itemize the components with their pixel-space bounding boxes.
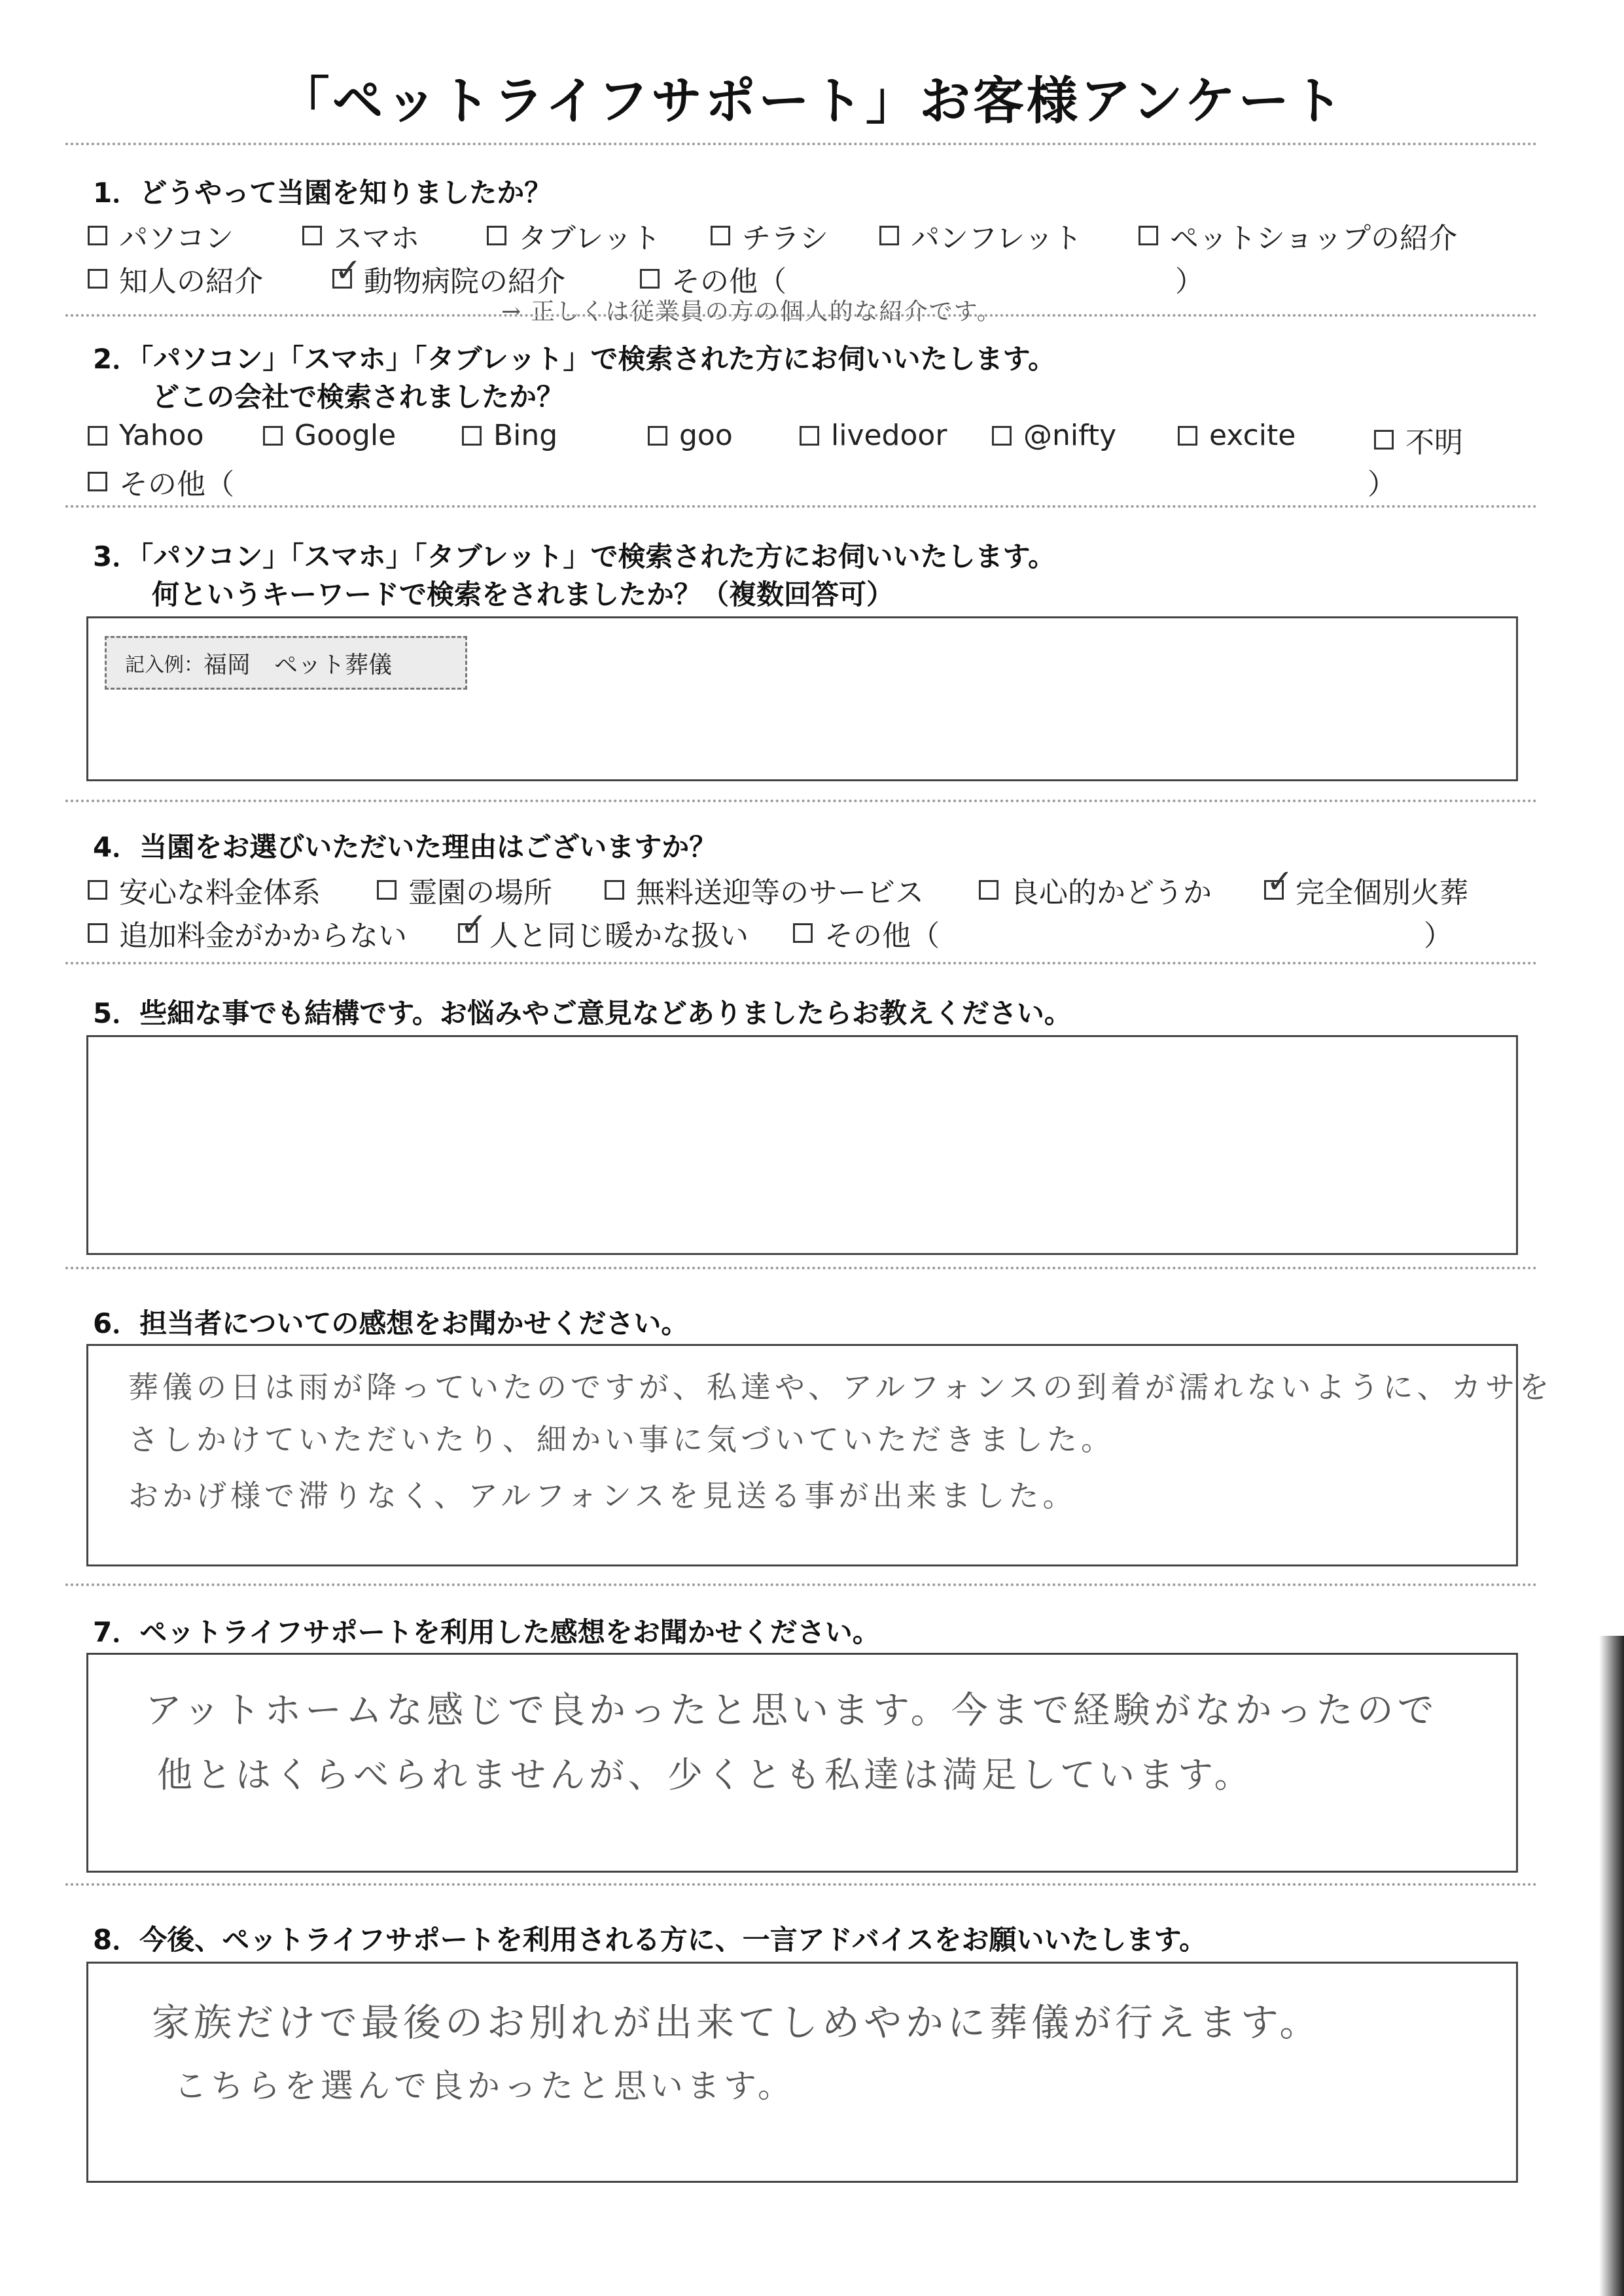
divider <box>65 314 1538 317</box>
divider <box>65 1583 1538 1586</box>
q1-option-friend[interactable]: 知人の紹介 <box>88 258 263 300</box>
checkbox[interactable] <box>302 226 322 245</box>
checkbox[interactable] <box>88 426 107 446</box>
q4-other-close: ） <box>1424 919 1453 953</box>
checkbox[interactable] <box>1178 426 1197 446</box>
q2-option-bing[interactable]: Bing <box>462 419 557 452</box>
q1-option-tablet[interactable]: タブレット <box>487 215 661 256</box>
divider <box>65 505 1538 508</box>
q2-option-goo[interactable]: goo <box>648 419 733 452</box>
q4-title: 4．当園をお選びいただいた理由はございますか？ <box>93 831 717 863</box>
q2-subtitle: どこの会社で検索されましたか？ <box>152 381 565 413</box>
q6-answer-line-2: さしかけていただいたり、細かい事に気づいていただきました。 <box>128 1422 1115 1457</box>
checkbox[interactable] <box>979 880 998 900</box>
q4-option-location[interactable]: 霊園の場所 <box>377 869 552 911</box>
q7-title: 7．ペットライフサポートを利用した感想をお聞かせください。 <box>93 1616 880 1648</box>
q1-title: 1．どうやって当園を知りましたか？ <box>93 177 552 209</box>
checkbox-checked[interactable] <box>1264 862 1294 900</box>
checkbox[interactable] <box>1374 430 1394 450</box>
q1-option-pc[interactable]: パソコン <box>88 215 234 256</box>
checkbox[interactable] <box>879 226 899 245</box>
divider <box>65 962 1538 964</box>
q2-option-unknown[interactable]: 不明 <box>1374 419 1463 461</box>
q1-handwritten-note: → 正しくは従業員の方の個人的な紹介です。 <box>501 298 1002 325</box>
q4-option-individual-cremation[interactable]: ✓ 完全個別火葬 <box>1264 869 1468 911</box>
divider <box>65 800 1538 802</box>
check-mark-icon: ✓ <box>334 251 362 289</box>
q4-option-price[interactable]: 安心な料金体系 <box>88 869 321 911</box>
checkbox[interactable] <box>462 426 482 446</box>
q4-option-pickup[interactable]: 無料送迎等のサービス <box>605 869 924 911</box>
checkbox[interactable] <box>88 226 107 245</box>
checkbox[interactable] <box>88 269 107 289</box>
check-mark-icon: ✓ <box>1266 862 1294 900</box>
q3-subtitle: 何というキーワードで検索をされましたか？（複数回答可） <box>152 578 894 610</box>
checkbox[interactable] <box>648 426 667 446</box>
q1-option-flyer[interactable]: チラシ <box>711 215 828 256</box>
scan-edge-shadow <box>1599 1636 1624 2296</box>
q8-title: 8．今後、ペットライフサポートを利用される方に、一言アドバイスをお願いいたします。 <box>93 1924 1207 1956</box>
q3-example: 記入例： 福岡 ペット葬儀 <box>105 636 467 690</box>
q2-other-close: ） <box>1368 468 1396 501</box>
q2-option-other[interactable]: その他（ <box>88 461 234 503</box>
checkbox[interactable] <box>793 923 813 943</box>
check-mark-icon: ✓ <box>460 906 487 944</box>
q6-answer-line-1: 葬儀の日は雨が降っていたのですが、私達や、アルフォンスの到着が濡れないように、カサを <box>128 1369 1553 1405</box>
checkbox[interactable] <box>377 880 397 900</box>
q2-option-yahoo[interactable]: Yahoo <box>88 419 204 452</box>
q1-option-petshop[interactable]: ペットショップの紹介 <box>1139 215 1457 256</box>
q8-answer-line-1: 家族だけで最後のお別れが出来てしめやかに葬儀が行えます。 <box>152 2000 1322 2045</box>
q1-option-vet[interactable]: ✓ 動物病院の紹介 <box>332 258 565 300</box>
q4-option-conscientious[interactable]: 良心的かどうか <box>979 869 1212 911</box>
checkbox[interactable] <box>487 226 506 245</box>
q6-answer-line-3: おかげ様で滞りなく、アルフォンスを見送る事が出来ました。 <box>128 1478 1077 1513</box>
q2-option-nifty[interactable]: @nifty <box>992 419 1116 452</box>
checkbox[interactable] <box>88 880 107 900</box>
divider <box>65 143 1538 145</box>
checkbox[interactable] <box>800 426 819 446</box>
q2-title: 2．「パソコン」「スマホ」「タブレット」で検索された方にお伺いいたします。 <box>93 343 1056 375</box>
q3-title: 3．「パソコン」「スマホ」「タブレット」で検索された方にお伺いいたします。 <box>93 540 1056 573</box>
q1-other-close: ） <box>1175 265 1204 298</box>
checkbox[interactable] <box>992 426 1012 446</box>
q2-option-excite[interactable]: excite <box>1178 419 1296 452</box>
q5-title: 5．些細な事でも結構です。お悩みやご意見などありましたらお教えください。 <box>93 997 1072 1029</box>
survey-title: 「ペットライフサポート」お客様アンケート <box>278 72 1346 131</box>
checkbox[interactable] <box>263 426 283 446</box>
q2-option-livedoor[interactable]: livedoor <box>800 419 947 452</box>
checkbox-checked[interactable] <box>458 906 487 944</box>
q1-option-other[interactable]: その他（ <box>640 258 786 300</box>
divider <box>65 1883 1538 1886</box>
q4-option-other[interactable]: その他（ <box>793 912 940 954</box>
checkbox[interactable] <box>1139 226 1158 245</box>
q8-answer-line-2: こちらを選んで良かったと思います。 <box>174 2067 794 2105</box>
q6-title: 6．担当者についての感想をお聞かせください。 <box>93 1307 689 1339</box>
q4-option-no-extra-fee[interactable]: 追加料金がかからない <box>88 912 407 954</box>
q7-answer-line-1: アットホームな感じで良かったと思います。今まで経験がなかったので <box>145 1689 1438 1732</box>
checkbox[interactable] <box>711 226 730 245</box>
q1-option-pamphlet[interactable]: パンフレット <box>879 215 1082 256</box>
q4-option-warm-treatment[interactable]: ✓ 人と同じ暖かな扱い <box>458 912 749 954</box>
checkbox[interactable] <box>88 472 107 491</box>
q7-answer-line-2: 他とはくらべられませんが、少くとも私達は満足しています。 <box>157 1754 1254 1795</box>
checkbox-checked[interactable] <box>332 251 362 289</box>
q2-option-google[interactable]: Google <box>263 419 396 452</box>
divider <box>65 1267 1538 1269</box>
q1-option-smartphone[interactable]: スマホ <box>302 215 419 256</box>
checkbox[interactable] <box>640 269 660 289</box>
checkbox[interactable] <box>605 880 624 900</box>
q5-answer-box[interactable] <box>86 1035 1518 1255</box>
checkbox[interactable] <box>88 923 107 943</box>
